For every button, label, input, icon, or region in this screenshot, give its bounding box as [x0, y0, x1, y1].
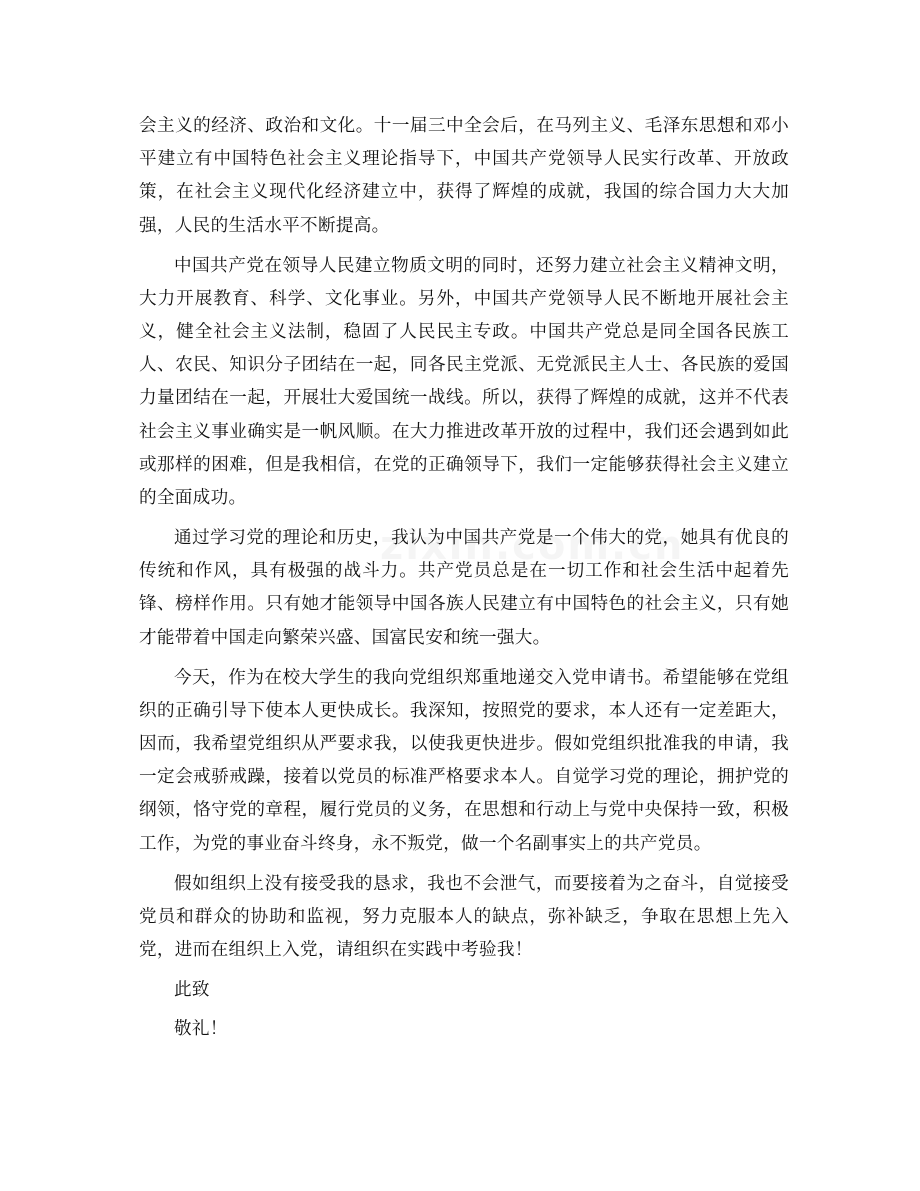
- closing-salutation: 此致: [174, 980, 210, 1001]
- paragraph-1: 会主义的经济、政治和文化。十一届三中全会后，在马列主义、毛泽东思想和邓小平建立有中国特色社会主义理论指导下，中国共产党领导人民实行改革、开放政策，在社会主义现代化经济建立中，获得了辉煌的成就，我国的综合国力大大加强，人民的生活水平不断提高。: [139, 116, 789, 236]
- paragraph-5: 假如组织上没有接受我的恳求，我也不会泄气，而要接着为之奋斗，自觉接受党员和群众的协助和监视，努力克服本人的缺点，弥补缺乏，争取在思想上先入党，进而在组织上入党，请组织在实践中考验我！: [139, 873, 789, 961]
- paragraph-2: 中国共产党在领导人民建立物质文明的同时，还努力建立社会主义精神文明，大力开展教育、科学、文化事业。另外，中国共产党领导人民不断地开展社会主义，健全社会主义法制，稳固了人民民主专政。中国共产党总是同全国各民族工人、农民、知识分子团结在一起，同各民主党派、无党派民主人士、各民族的爱国力量团结在一起，开展壮大爱国统一战线。所以，获得了辉煌的成就，这并不代表社会主义事业确实是一帆风顺。在大力推进改革开放的过程中，我们还会遇到如此或那样的困难，但是我相信，在党的正确领导下，我们一定能够获得社会主义建立的全面成功。: [139, 255, 789, 509]
- document-body: [139, 110, 789, 1046]
- paragraph-3: 通过学习党的理论和历史，我认为中国共产党是一个伟大的党，她具有优良的传统和作风，具有极强的战斗力。共产党员总是在一切工作和社会生活中起着先锋、榜样作用。只有她才能领导中国各族人民建立有中国特色的社会主义，只有她才能带着中国走向繁荣兴盛、国富民安和统一强大。: [139, 528, 789, 648]
- paragraph-4: 今天，作为在校大学生的我向党组织郑重地递交入党申请书。希望能够在党组织的正确引导下使本人更快成长。我深知，按照党的要求，本人还有一定差距大，因而，我希望党组织从严要求我，以使我更快进步。假如党组织批准我的申请，我一定会戒骄戒躁，接着以党员的标准严格要求本人。自觉学习党的理论，拥护党的纲领，恪守党的章程，履行党员的义务，在思想和行动上与党中央保持一致，积极工作，为党的事业奋斗终身，永不叛党，做一个名副事实上的共产党员。: [139, 667, 789, 854]
- closing-regards: 敬礼！: [174, 1019, 228, 1040]
